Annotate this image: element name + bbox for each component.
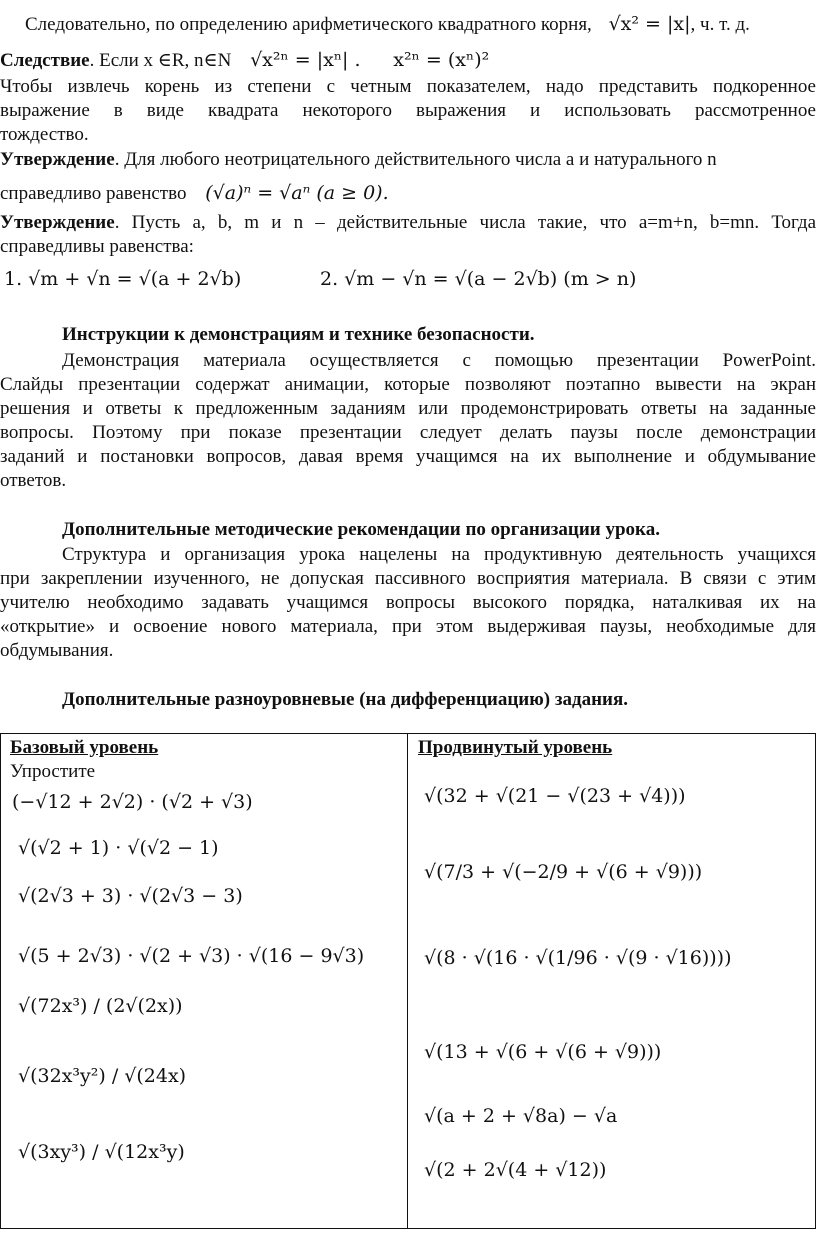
section2-line: Структура и организация урока нацелены на продуктивную деятельность учащихся xyxy=(62,544,816,565)
advanced-task: √(13 + √(6 + √(6 + √9))) xyxy=(424,1041,662,1063)
statement1-line2 xyxy=(0,181,816,206)
section2-line: «открытие» и освоение нового материала, при этом выдерживая паузы, необходимые для xyxy=(0,616,816,637)
statement2-text: . Пусть a, b, m и n – действительные числа такие, что a=m+n, b=mn. Тогда xyxy=(114,212,816,233)
section1-line: решения и ответы к предложенным заданиям или продемонстрировать ответы на заданные xyxy=(0,398,816,419)
para-intro xyxy=(25,12,815,37)
section1-line: ответов. xyxy=(0,470,67,491)
advanced-task: √(7/3 + √(−2/9 + √(6 + √9))) xyxy=(424,861,703,883)
section2-line: при закреплении изученного, не допуская пассивного восприятия материала. В связи с этим xyxy=(0,568,816,589)
statement2 xyxy=(0,211,816,235)
basic-task: √(3xy³) / √(12x³y) xyxy=(18,1141,185,1163)
corollary-label: Следствие xyxy=(0,50,90,71)
statement1-formula: (√a)ⁿ = √aⁿ (a ≥ 0). xyxy=(205,182,389,204)
statement1-label: Утверждение xyxy=(0,149,115,170)
section1-line: заданий и постановки вопросов, давая время учащимся на их выполнение и обдумывание xyxy=(0,446,816,467)
basic-task: √(2√3 + 3) · √(2√3 − 3) xyxy=(18,885,243,907)
abs-identity-formula: √x² = |x| xyxy=(608,13,691,35)
statement2-label: Утверждение xyxy=(0,212,115,233)
advanced-task: √(2 + 2√(4 + √12)) xyxy=(424,1159,607,1181)
basic-level-subtitle: Упростите xyxy=(10,761,96,782)
section-tasks-title: Дополнительные разноуровневые (на дифференциацию) задания. xyxy=(62,689,629,710)
basic-level-title: Базовый уровень xyxy=(10,737,159,758)
statement1-equality-label: справедливо равенство xyxy=(0,183,187,204)
corollary xyxy=(0,48,816,73)
basic-task: √(72x³) / (2√(2x)) xyxy=(18,995,183,1017)
section-demonstrations-title: Инструкции к демонстрациям и технике безопасности. xyxy=(62,324,535,345)
statement1 xyxy=(0,148,816,172)
statement2-formula1: 1. √m + √n = √(a + 2√b) xyxy=(4,268,242,290)
para-even-power-line3: тождество. xyxy=(0,124,89,145)
advanced-task: √(a + 2 + √8a) − √a xyxy=(424,1105,618,1127)
para-even-power-line1: Чтобы извлечь корень из степени с четным показателем, надо представить подкоренное xyxy=(0,76,816,97)
basic-task: (−√12 + 2√2) · (√2 + √3) xyxy=(12,791,253,813)
advanced-task: √(8 · √(16 · √(1/96 · √(9 · √16)))) xyxy=(424,947,732,969)
para-even-power-line2: выражение в виде квадрата некоторого выражения и использовать рассмотренное xyxy=(0,100,816,121)
statement2-formula2: 2. √m − √n = √(a − 2√b) (m > n) xyxy=(320,268,637,290)
statement2-line2: справедливы равенства: xyxy=(0,236,194,257)
basic-task: √(32x³y²) / √(24x) xyxy=(18,1065,187,1087)
statement1-text: . Для любого неотрицательного действительного числа а и натурального n xyxy=(114,149,717,170)
basic-task: √(√2 + 1) · √(√2 − 1) xyxy=(18,837,219,859)
intro-tail: , ч. т. д. xyxy=(690,14,750,35)
section1-line: Демонстрация материала осуществляется с помощью презентации PowerPoint. xyxy=(62,350,816,371)
advanced-level-title: Продвинутый уровень xyxy=(418,737,613,758)
corollary-text: . Если x ∈R, n∈N xyxy=(89,50,232,71)
corollary-formula-abs: √x²ⁿ = |xⁿ| . xyxy=(250,49,361,71)
section1-line: Слайды презентации содержат анимации, которые позволяют поэтапно вывести на экран xyxy=(0,374,816,395)
advanced-task: √(32 + √(21 − √(23 + √4))) xyxy=(424,785,686,807)
section2-line: учителю необходимо задавать учащимся вопросы высокого порядка, наталкивая их на xyxy=(0,592,816,613)
section-methodology-title: Дополнительные методические рекомендации по организации урока. xyxy=(62,519,660,540)
section2-line: обдумывания. xyxy=(0,640,114,661)
section1-line: вопросы. Поэтому при показе презентации следует делать паузы после демонстрации xyxy=(0,422,816,443)
basic-task: √(5 + 2√3) · √(2 + √3) · √(16 − 9√3) xyxy=(18,945,365,967)
corollary-formula-power: x²ⁿ = (xⁿ)² xyxy=(393,49,490,71)
intro-text: Следовательно, по определению арифметического квадратного корня, xyxy=(25,14,592,35)
